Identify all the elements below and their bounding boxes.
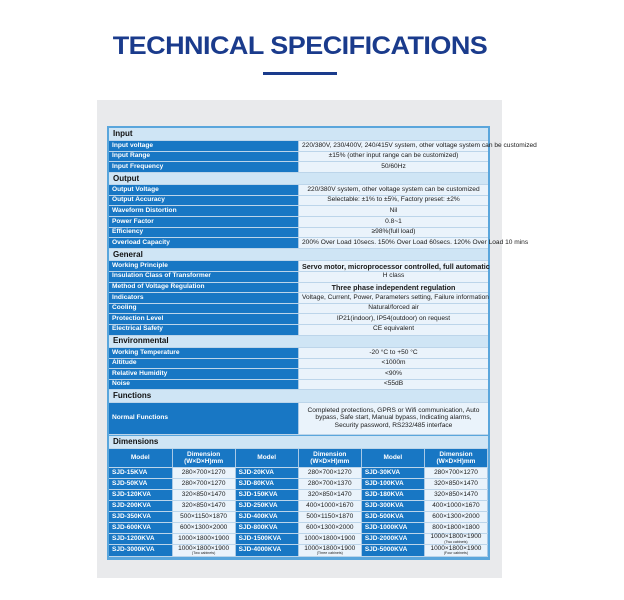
spec-label: Overload Capacity xyxy=(109,238,299,249)
spec-panel xyxy=(107,126,537,560)
dimensions-row xyxy=(109,489,488,500)
column-header-dimension: Dimension (W×D×H)mm xyxy=(172,448,235,467)
model-cell: SJD-100KVA xyxy=(361,478,424,489)
spec-value: 220/380V, 230/400V, 240/415V system, other voltage system can be customized xyxy=(299,141,489,152)
spec-label: Waveform Distortion xyxy=(109,206,299,217)
spec-label: Power Factor xyxy=(109,217,299,228)
dimension-value: 1000×1800×1900 xyxy=(178,544,230,552)
dimension-value: 600×1300×2000 xyxy=(432,512,480,520)
dimension-cell xyxy=(298,467,361,478)
model-cell: SJD-180KVA xyxy=(361,489,424,500)
spec-value: 50/60Hz xyxy=(299,162,489,173)
spec-row xyxy=(109,217,488,228)
dimension-cell xyxy=(298,522,361,533)
dimensions-row xyxy=(109,500,488,511)
dimension-cell xyxy=(172,467,235,478)
cabinet-note: (Two cabinets) xyxy=(191,551,216,556)
dimension-cell xyxy=(172,545,235,557)
spec-row xyxy=(109,261,488,272)
model-cell: SJD-800KVA xyxy=(235,522,298,533)
spec-value: <1000m xyxy=(299,358,489,369)
spec-row xyxy=(109,314,488,325)
spec-value: IP21(indoor), IP54(outdoor) on request xyxy=(299,314,489,325)
spec-row xyxy=(109,271,488,282)
spec-value: 0.8~1 xyxy=(299,217,489,228)
dimension-cell xyxy=(298,533,361,545)
dimensions-row xyxy=(109,478,488,489)
model-cell: SJD-1000KVA xyxy=(361,522,424,533)
spec-label: Electrical Safety xyxy=(109,324,299,335)
spec-value: H class xyxy=(299,271,489,282)
section-title: Environmental xyxy=(109,335,488,348)
dimension-cell xyxy=(298,545,361,557)
dimension-value: 1000×1800×1900 xyxy=(430,533,482,541)
dimension-cell xyxy=(172,478,235,489)
spec-row xyxy=(109,238,488,249)
spec-value: Nil xyxy=(299,206,489,217)
spec-label: Normal Functions xyxy=(109,402,299,434)
spec-row xyxy=(109,293,488,304)
dimension-cell xyxy=(424,467,487,478)
dimension-cell xyxy=(172,511,235,522)
spec-row xyxy=(109,358,488,369)
section-header xyxy=(109,335,488,348)
spec-value: Voltage, Current, Power, Parameters setting, Failure information xyxy=(299,293,489,304)
spec-value: CE equivalent xyxy=(299,324,489,335)
dimension-cell xyxy=(424,545,487,557)
model-cell: SJD-500KVA xyxy=(361,511,424,522)
spec-value: 220/380V system, other voltage system can be customized xyxy=(299,185,489,196)
model-cell: SJD-80KVA xyxy=(235,478,298,489)
spec-value: ≥98%(full load) xyxy=(299,227,489,238)
dimension-value: 400×1000×1670 xyxy=(432,501,480,509)
dimension-cell xyxy=(298,489,361,500)
dimension-cell xyxy=(298,500,361,511)
spec-value: Selectable: ±1% to ±5%, Factory preset: ±2% xyxy=(299,195,489,206)
spec-row xyxy=(109,369,488,380)
section-header xyxy=(109,390,488,403)
section-title: Functions xyxy=(109,390,488,403)
spec-row xyxy=(109,141,488,152)
dimension-cell xyxy=(172,522,235,533)
dimension-cell xyxy=(424,522,487,533)
spec-label: Insulation Class of Transformer xyxy=(109,271,299,282)
dimension-cell xyxy=(424,511,487,522)
section-header xyxy=(109,128,488,141)
dimensions-row xyxy=(109,545,488,557)
dimensions-header-row xyxy=(109,448,488,467)
spec-label: Relative Humidity xyxy=(109,369,299,380)
cabinet-note: (Four cabinets) xyxy=(443,551,469,556)
dimension-cell xyxy=(172,533,235,545)
dimensions-row xyxy=(109,511,488,522)
column-header-dimension: Dimension (W×D×H)mm xyxy=(298,448,361,467)
model-cell: SJD-150KVA xyxy=(235,489,298,500)
section-title: Dimensions xyxy=(109,436,488,449)
cabinet-note: (Two cabinets) xyxy=(444,539,468,544)
spec-row xyxy=(109,185,488,196)
dimension-cell xyxy=(424,500,487,511)
spec-label: Working Temperature xyxy=(109,348,299,359)
spec-label: Cooling xyxy=(109,303,299,314)
dimension-value: 500×1150×1870 xyxy=(180,512,228,520)
column-header-dimension: Dimension (W×D×H)mm xyxy=(424,448,487,467)
model-cell: SJD-300KVA xyxy=(361,500,424,511)
dimension-value: 500×1150×1870 xyxy=(306,512,354,520)
title-underline xyxy=(263,72,337,75)
spec-value: Servo motor, microprocessor controlled, full automatic xyxy=(299,261,489,272)
spec-value: 200% Over Load 10secs. 150% Over Load 60secs. 120% Over Load 10 mins xyxy=(299,238,489,249)
spec-row xyxy=(109,402,488,434)
spec-value: Natural/forced air xyxy=(299,303,489,314)
spec-label: Input voltage xyxy=(109,141,299,152)
page-title: TECHNICAL SPECIFICATIONS xyxy=(112,32,488,60)
model-cell: SJD-350KVA xyxy=(109,511,172,522)
section-title: General xyxy=(109,248,488,261)
spec-row xyxy=(109,282,488,293)
dimension-value: 600×1300×2000 xyxy=(179,523,228,531)
dimension-value: 320×850×1470 xyxy=(181,490,226,498)
section-title: Output xyxy=(109,172,488,185)
dimension-cell xyxy=(172,489,235,500)
model-cell: SJD-400KVA xyxy=(235,511,298,522)
model-cell: SJD-250KVA xyxy=(235,500,298,511)
dimension-cell xyxy=(172,500,235,511)
dimension-value: 800×1800×1800 xyxy=(432,523,480,531)
spec-sheet-frame xyxy=(97,100,537,578)
column-header-model: Model xyxy=(235,448,298,467)
spec-row xyxy=(109,206,488,217)
column-header-model: Model xyxy=(361,448,424,467)
model-cell: SJD-2000KVA xyxy=(361,533,424,545)
column-header-model: Model xyxy=(109,448,172,467)
dimension-value: 280×700×1270 xyxy=(434,468,478,476)
spec-row xyxy=(109,303,488,314)
spec-value: -20 °C to +50 °C xyxy=(299,348,489,359)
dimension-value: 600×1300×2000 xyxy=(306,523,354,531)
spec-row xyxy=(109,379,488,390)
spec-row xyxy=(109,324,488,335)
spec-label: Input Range xyxy=(109,151,299,162)
dimension-value: 1000×1800×1900 xyxy=(430,544,482,552)
spec-label: Altitude xyxy=(109,358,299,369)
model-cell: SJD-4000KVA xyxy=(235,545,298,557)
dimension-cell xyxy=(424,478,487,489)
spec-label: Indicators xyxy=(109,293,299,304)
dimension-value: 280×700×1270 xyxy=(307,468,352,476)
dimension-cell xyxy=(424,489,487,500)
spec-value: <55dB xyxy=(299,379,489,390)
spec-label: Working Principle xyxy=(109,261,299,272)
dimension-value: 320×850×1470 xyxy=(307,490,352,498)
model-cell: SJD-15KVA xyxy=(109,467,172,478)
dimension-value: 400×1000×1670 xyxy=(306,501,354,509)
dimension-value: 320×850×1470 xyxy=(181,501,226,509)
dimensions-row xyxy=(109,533,488,545)
spec-label: Efficiency xyxy=(109,227,299,238)
dimensions-table xyxy=(109,436,488,557)
dimension-cell xyxy=(298,511,361,522)
spec-label: Output Voltage xyxy=(109,185,299,196)
spec-row xyxy=(109,227,488,238)
dimension-value: 280×700×1270 xyxy=(181,468,226,476)
dimension-cell xyxy=(424,533,487,545)
model-cell: SJD-120KVA xyxy=(109,489,172,500)
dimension-value: 320×850×1470 xyxy=(434,479,478,487)
cabinet-note: (Three cabinets) xyxy=(316,551,343,556)
dimensions-row xyxy=(109,467,488,478)
spec-row xyxy=(109,348,488,359)
dimension-value: 1000×1800×1900 xyxy=(304,544,356,552)
dimension-value: 320×850×1470 xyxy=(434,490,478,498)
spec-label: Protection Level xyxy=(109,314,299,325)
spec-value: <90% xyxy=(299,369,489,380)
model-cell: SJD-1500KVA xyxy=(235,533,298,545)
model-cell: SJD-50KVA xyxy=(109,478,172,489)
dimension-value: 280×700×1270 xyxy=(181,479,226,487)
dimension-value: 280×700×1370 xyxy=(307,479,352,487)
model-cell: SJD-200KVA xyxy=(109,500,172,511)
spec-table xyxy=(109,128,537,435)
model-cell: SJD-600KVA xyxy=(109,522,172,533)
spec-value: Three phase independent regulation xyxy=(299,282,489,293)
section-header xyxy=(109,248,488,261)
dimension-value: 1000×1800×1900 xyxy=(304,534,356,542)
spec-row xyxy=(109,162,488,173)
model-cell: SJD-3000KVA xyxy=(109,545,172,557)
dimensions-row xyxy=(109,522,488,533)
model-cell: SJD-30KVA xyxy=(361,467,424,478)
section-header xyxy=(109,172,488,185)
dimension-value: 1000×1800×1900 xyxy=(178,534,230,542)
section-title: Input xyxy=(109,128,488,141)
spec-row xyxy=(109,151,488,162)
model-cell: SJD-5000KVA xyxy=(361,545,424,557)
spec-value: ±15% (other input range can be customized) xyxy=(299,151,489,162)
spec-label: Input Frequency xyxy=(109,162,299,173)
model-cell: SJD-20KVA xyxy=(235,467,298,478)
spec-value: Completed protections, GPRS or Wifi communication, Auto bypass, Safe start, Manual bypass, Indicating alarms, Security password, RS232/485 interface xyxy=(299,402,489,434)
model-cell: SJD-1200KVA xyxy=(109,533,172,545)
spec-label: Output Accuracy xyxy=(109,195,299,206)
spec-row xyxy=(109,195,488,206)
dimension-cell xyxy=(298,478,361,489)
spec-label: Noise xyxy=(109,379,299,390)
spec-label: Method of Voltage Regulation xyxy=(109,282,299,293)
